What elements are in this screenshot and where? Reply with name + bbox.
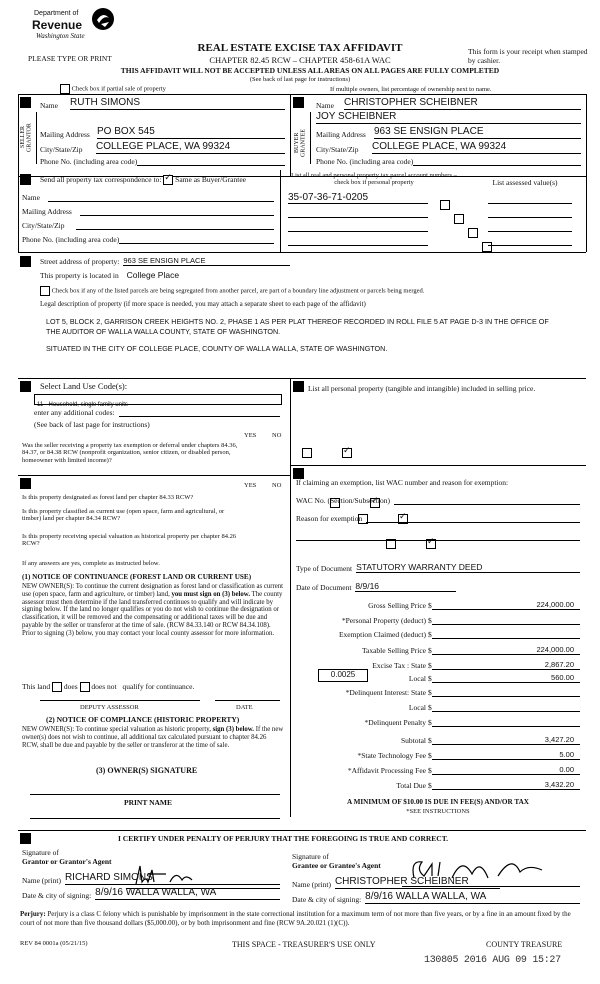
amount-row [296,718,580,727]
deputy-date-line[interactable] [215,700,280,701]
buyer-city-row: City/State/Zip COLLEGE PLACE, WA 99324 [316,141,581,154]
dor-logo [30,6,120,42]
amount-label: Exemption Claimed (deduct) [338,630,426,639]
amount-label: *Personal Property (deduct) [341,616,426,625]
seller-city[interactable]: COLLEGE PLACE, WA 99324 [96,141,285,154]
grantee-name[interactable]: CHRISTOPHER SCHEIBNER [335,876,500,889]
print-name-line[interactable] [30,818,280,819]
amount-label: Total Due [396,781,426,790]
seller-mail[interactable]: PO BOX 545 [97,126,285,139]
street-row: Street address of property: 963 SE ENSIGN PLACE [40,256,290,266]
personal-prop-label: List all personal property (tangible and intangible) included in selling price. [308,384,536,393]
legal-description: LOT 5, BLOCK 2, GARRISON CREEK HEIGHTS NO. 2, PHASE 1 AS PER PLAT THEREOF RECORDED IN ROLL FILE 5 AT PAGE D-3 IN THE OFFICE OF THE AUDITOR OF WALLA WALLA COUNTY, STATE OF WASHINGTON. [46,317,549,336]
parcel-1[interactable]: 35-07-36-71-0205 [288,192,428,204]
amount-row [296,703,580,712]
amount-label: Taxable Selling Price [361,646,426,655]
seller-block-marker [20,97,31,108]
chapter-line: CHAPTER 82.45 RCW – CHAPTER 458-61A WAC [209,55,391,65]
assessed-4[interactable] [488,245,572,246]
located-row: This property is located in College Place [40,270,180,280]
amount-row [296,616,580,625]
amount-value[interactable] [432,718,580,727]
grantor-name-row: Name (print) RICHARD SIMONS [22,872,280,885]
additional-codes-input[interactable] [119,408,280,417]
corr-block-marker [20,174,31,185]
owner-sig-line[interactable] [30,794,280,795]
amount-row [296,735,580,745]
buyer-name-row: Name CHRISTOPHER SCHEIBNER [316,97,581,110]
grantee-sig-label: Signature of Grantee or Grantee's Agent [292,852,381,870]
reason-input[interactable] [366,514,580,523]
does-checkbox[interactable] [52,682,62,692]
notice1-title: (1) NOTICE OF CONTINUANCE (FOREST LAND OR CURRENT USE) [22,573,252,581]
amount-value[interactable]: 3,432.20 [432,780,580,790]
amount-label: Local [408,703,426,712]
dollar-sign: $ [428,703,432,712]
amount-row [296,765,580,775]
print-name-label: PRINT NAME [124,798,172,807]
treasurer-stamp: 130805 2016 AUG 09 15:27 [424,955,561,966]
assessed-header: List assessed value(s) [492,178,558,187]
location-block-marker [20,256,31,267]
amount-row [296,688,580,697]
revenue-logo-icon [90,6,116,32]
amount-label: Local [408,674,426,683]
minimum-note: A MINIMUM OF $10.00 IS DUE IN FEE(S) AND/OR TAX [347,798,529,806]
amount-row [296,750,580,760]
seller-side-label: SELLER GRANTOR [20,123,33,152]
amount-row [296,630,580,639]
amount-value[interactable] [432,616,580,625]
corr-city-row: City/State/Zip [22,221,274,230]
corr-phone[interactable] [119,235,274,244]
parcel-header: List all real and personal property tax parcel account numbers – check box if personal property [291,172,457,187]
dollar-sign: $ [428,661,432,670]
amount-value[interactable]: 224,000.00 [432,645,580,655]
dollar-sign: $ [428,646,432,655]
grantee-date[interactable]: 8/9/16 WALLA WALLA, WA [365,891,580,904]
segregated-checkbox[interactable] [40,286,50,296]
seller-phone-row: Phone No. (including area code) [40,157,285,166]
dollar-sign: $ [428,601,432,610]
amount-label: *Delinquent Interest: State [345,688,426,697]
owner-sig-label: (3) OWNER(S) SIGNATURE [96,766,198,775]
amount-label: Subtotal [400,736,426,745]
parcel-1-checkbox[interactable] [440,200,450,210]
amount-value[interactable]: 5.00 [432,750,580,760]
no-header-1: NO [272,432,282,439]
buyer-name-2[interactable]: JOY SCHEIBNER [316,111,581,124]
rev-number: REV 84 0001a (05/21/15) [20,940,88,947]
landuse-block-marker [20,381,31,392]
buyer-phone[interactable] [413,157,581,166]
notice1-body: NEW OWNER(S): To continue the current designation as forest land or classification as current use (open space, farm and agriculture, or timber) land, you must sign on (3) below. The county assessor must then determine if the land transferred continues to qualify and will indicate by signing below. If the land no longer qualifies or you do not wish to continue the designation or classification, it will be removed and the compensating or additional taxes will be due and payable by the seller or transferor at the time of sale. (RCW 84.33.140 or RCW 84.34.108). Prior to signing (3) below, you may contact your local county assessor for more information. [22,583,284,637]
buyer-mail-row: Mailing Address 963 SE ENSIGN PLACE [316,126,581,139]
multiple-owners: If multiple owners, list percentage of ownership next to name. [330,86,492,93]
corr-phone-row: Phone No. (including area code) [22,235,274,244]
yes-header-1: YES [244,432,257,439]
personal-block-marker [293,381,304,392]
amount-row [296,645,580,655]
grantee-date-row: Date & city of signing: 8/9/16 WALLA WALLA, WA [292,891,580,904]
corr-name-row: Name [22,193,274,202]
exempt-no[interactable] [342,448,352,458]
dollar-sign: $ [428,616,432,625]
amount-label: Excise Tax : State [372,661,426,670]
assessed-1[interactable] [488,203,572,204]
corr-name[interactable] [48,193,274,202]
assessed-2[interactable] [488,217,572,218]
amount-value[interactable] [432,703,580,712]
seller-name-row: Name RUTH SIMONS [40,97,285,110]
amount-value[interactable]: 0.00 [432,765,580,775]
does-not-checkbox[interactable] [80,682,90,692]
amount-row [296,780,580,790]
dollar-sign: $ [428,751,432,760]
partial-sale: Check box if partial sale of property [60,84,166,94]
local-rate-box[interactable]: 0.0025 [318,669,368,682]
grantor-date[interactable]: 8/9/16 WALLA WALLA, WA [95,887,280,900]
doc-type[interactable]: STATUTORY WARRANTY DEED [356,562,580,573]
no-header-2: NO [272,482,282,489]
please-type: PLEASE TYPE OR PRINT [28,54,112,63]
amount-value[interactable] [432,688,580,697]
buyer-side-label: BUYER GRANTEE [294,129,307,157]
parcel-2-checkbox[interactable] [454,214,464,224]
parcel-2[interactable] [288,217,428,218]
reason-input-2[interactable] [296,540,580,541]
doc-date-row: Date of Document 8/9/16 [296,581,456,592]
landuse-see-back: (See back of last page for instructions) [34,420,150,429]
amount-value[interactable]: 560.00 [432,673,580,683]
wac-row: WAC No. (Section/Subsection) [296,496,580,505]
notice2-body: NEW OWNER(S): To continue special valuation as historic property, sign (3) below. If the new owner(s) does not wish to continue, all additional tax calculated pursuant to chapter 84.26 RCW, shall be due and payable by the seller or transferor at the time of sale. [22,726,284,749]
additional-codes-row: enter any additional codes: [34,408,280,417]
receipt-note: This form is your receipt when stamped by cashier. [468,47,588,65]
buyer-mail[interactable]: 963 SE ENSIGN PLACE [374,126,581,139]
amount-value[interactable]: 3,427.20 [432,735,580,745]
corr-mail-row: Mailing Address [22,207,274,216]
this-land-row: This land does does not qualify for continuance. [22,682,195,691]
corr-row: Send all property tax correspondence to: ✓ Same as Buyer/Grantee [40,175,246,185]
yes-header-2: YES [244,482,257,489]
parcel-3[interactable] [288,231,428,232]
segregated-row: Check box if any of the listed parcels are being segregated from another parcel, are part of a boundary line adjustment or parcels being merged. [40,286,580,296]
buyer-block-marker [293,97,304,108]
street-address[interactable]: 963 SE ENSIGN PLACE [123,256,290,266]
dollar-sign: $ [428,688,432,697]
dollar-sign: $ [428,736,432,745]
parcel-4[interactable] [288,245,428,246]
dollar-sign: $ [428,766,432,775]
grantee-name-row: Name (print) CHRISTOPHER SCHEIBNER [292,876,500,889]
landuse-label: Select Land Use Code(s): [40,381,128,391]
buyer-name[interactable]: CHRISTOPHER SCHEIBNER [344,97,581,110]
parcel-4-checkbox[interactable] [482,242,492,252]
located-city[interactable]: College Place [126,270,180,280]
seller-phone[interactable] [137,157,285,166]
forest-question: Is this property designated as forest land per chapter 84.33 RCW? [22,494,194,501]
open-question: Is this property classified as current use (open space, farm and agricultural, or timber) land per chapter 84.34 RCW? [22,508,225,523]
exempt-yes[interactable] [302,448,312,458]
grantor-date-row: Date & city of signing: 8/9/16 WALLA WALLA, WA [22,887,280,900]
landuse-select[interactable]: 11 - Household, single family units [34,394,282,405]
dept-revenue: Revenue [32,18,83,32]
grantor-name[interactable]: RICHARD SIMONS [65,872,280,885]
see-instructions: *SEE INSTRUCTIONS [406,808,470,815]
amount-label: *Delinquent Penalty [364,718,426,727]
form-title: REAL ESTATE EXCISE TAX AFFIDAVIT [197,42,403,54]
exempt-question: Was the seller receiving a property tax exemption or deferral under chapters 84.36, 84.37, or 84.38 RCW (nonprofit organization, senior citizen, or disabled person, homeowner with limited income)? [22,442,238,464]
perjury-note: Perjury: Perjury is a class C felony which is punishable by imprisonment in the state correctional institution for a maximum term of not more than five years, or by a fine in an amount fixed by the court of not more than five thousand dollars ($5,000.00), or by both imprisonment and fine (RCW 9A.20.021 (1)(C)). [20,910,571,928]
grantor-sig-label: Signature of Grantor or Grantor's Agent [22,848,112,866]
reason-row: Reason for exemption [296,514,580,523]
wac-input[interactable] [394,496,580,505]
assessed-3[interactable] [488,231,572,232]
amount-value[interactable] [432,630,580,639]
amount-row [296,600,580,610]
historic-question: Is this property receiving special valuation as historical property per chapter 84.26 RCW? [22,533,237,548]
seller-mail-row: Mailing Address PO BOX 545 [40,126,285,139]
buyer-phone-row: Phone No. (including area code) [316,157,581,166]
corr-mail[interactable] [80,207,274,216]
deputy-label: DEPUTY ASSESSOR [80,704,139,711]
corr-city[interactable] [76,221,274,230]
county-treasurer: COUNTY TREASURE [486,940,563,949]
amount-label: *State Technology Fee [357,751,426,760]
if-yes-note: If any answers are yes, complete as instructed below. [22,560,160,567]
amount-label: *Affidavit Processing Fee [347,766,426,775]
parcel-3-checkbox[interactable] [468,228,478,238]
legal-description-2: SITUATED IN THE CITY OF COLLEGE PLACE, COUNTY OF WALLA WALLA, STATE OF WASHINGTON. [46,344,388,353]
amount-value[interactable]: 224,000.00 [432,600,580,610]
dollar-sign: $ [428,630,432,639]
amount-value[interactable]: 2,867.20 [432,660,580,670]
legal-label: Legal description of property (if more space is needed, you may attach a separate sheet to each page of the affidavit) [40,300,366,308]
see-back-header: (See back of last page for instructions) [249,76,351,83]
deputy-date-label: DATE [236,704,253,711]
dept-of: Department of [34,10,79,17]
dept-state: Washington State [36,32,85,40]
doc-date[interactable]: 8/9/16 [355,581,456,592]
amount-label: Gross Selling Price [368,601,426,610]
certify-text: I CERTIFY UNDER PENALTY OF PERJURY THAT THE FOREGOING IS TRUE AND CORRECT. [118,834,449,843]
same-as-buyer-checkbox[interactable] [163,175,173,185]
exemption-label: If claiming an exemption, list WAC number and reason for exemption: [296,478,509,487]
seller-name[interactable]: RUTH SIMONS [70,97,285,110]
forest-block-marker [20,478,31,489]
dollar-sign: $ [428,718,432,727]
warning-line: THIS AFFIDAVIT WILL NOT BE ACCEPTED UNLESS ALL AREAS ON ALL PAGES ARE FULLY COMPLETED [120,66,500,75]
dollar-sign: $ [428,674,432,683]
treasurer-note: THIS SPACE - TREASURER'S USE ONLY [232,940,376,949]
buyer-city[interactable]: COLLEGE PLACE, WA 99324 [372,141,581,154]
certify-block-marker [20,833,31,844]
doc-type-row: Type of Document STATUTORY WARRANTY DEED [296,562,580,573]
partial-sale-checkbox[interactable] [60,84,70,94]
notice2-title: (2) NOTICE OF COMPLIANCE (HISTORIC PROPERTY) [46,715,240,724]
seller-city-row: City/State/Zip COLLEGE PLACE, WA 99324 [40,141,285,154]
buyer-name2-row [316,111,581,124]
dollar-sign: $ [428,781,432,790]
deputy-line[interactable] [40,700,200,701]
